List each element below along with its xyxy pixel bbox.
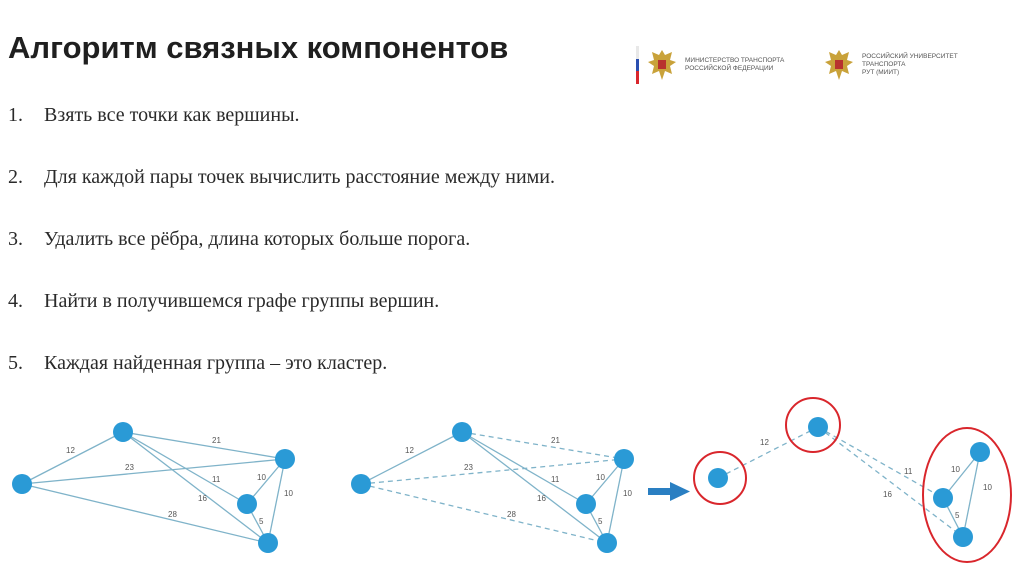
graph-node xyxy=(708,468,728,488)
step-number: 3. xyxy=(8,228,23,250)
graph-edge xyxy=(462,432,586,504)
step-item xyxy=(8,224,555,286)
graph-node xyxy=(808,417,828,437)
step-item xyxy=(8,286,555,348)
edge-label: 10 xyxy=(983,483,992,492)
full-graph-nodes xyxy=(12,422,295,553)
edge-label: 11 xyxy=(212,475,221,484)
edge-label: 16 xyxy=(537,494,546,503)
ministry-line: МИНИСТЕРСТВО ТРАНСПОРТА xyxy=(685,57,785,64)
graph-node xyxy=(351,474,371,494)
graph-edge xyxy=(123,432,268,543)
ministry-line: РОССИЙСКОЙ ФЕДЕРАЦИИ xyxy=(685,65,774,72)
edge-label: 28 xyxy=(168,510,177,519)
edge-label: 23 xyxy=(125,463,134,472)
step-number: 1. xyxy=(8,104,23,126)
step-text: Для каждой пары точек вычислить расстояние между ними. xyxy=(44,166,556,188)
graph-node xyxy=(12,474,32,494)
graph-edge-removed xyxy=(818,427,963,537)
edge-label: 21 xyxy=(551,436,560,445)
edge-label: 10 xyxy=(257,473,266,482)
graph-edge xyxy=(462,432,607,543)
edge-label: 10 xyxy=(284,489,293,498)
step-text: Найти в получившемся графе группы вершин. xyxy=(44,290,440,312)
steps-list xyxy=(8,100,555,410)
graph-node xyxy=(953,527,973,547)
graph-edge xyxy=(963,452,980,537)
edge-label: 5 xyxy=(259,517,264,526)
university-name xyxy=(862,53,958,77)
graph-edge xyxy=(361,432,462,484)
step-text: Взять все точки как вершины. xyxy=(44,104,300,126)
graph-edge-removed xyxy=(361,459,624,484)
step-text: Удалить все рёбра, длина которых больше порога. xyxy=(44,228,471,250)
edge-label: 16 xyxy=(198,494,207,503)
graph-node xyxy=(275,449,295,469)
university-line: РОССИЙСКИЙ УНИВЕРСИТЕТ xyxy=(862,53,958,60)
graph-edge xyxy=(22,484,268,543)
university-logo xyxy=(822,46,958,84)
page-title: Алгоритм связных компонентов xyxy=(8,30,509,65)
graph-node xyxy=(614,449,634,469)
clustering-diagram xyxy=(0,390,1024,574)
graph-node xyxy=(237,494,257,514)
edge-label: 10 xyxy=(596,473,605,482)
graph-edge-removed xyxy=(361,484,607,543)
graph-edge xyxy=(22,459,285,484)
right-arrow-icon xyxy=(648,482,690,501)
edge-label: 23 xyxy=(464,463,473,472)
graph-node xyxy=(452,422,472,442)
edge-label: 12 xyxy=(760,438,769,447)
graph-node xyxy=(576,494,596,514)
step-item xyxy=(8,100,555,162)
pruned-graph-nodes xyxy=(351,422,634,553)
graph-edge xyxy=(268,459,285,543)
edge-label: 16 xyxy=(883,490,892,499)
emblem-icon xyxy=(645,46,679,84)
edge-label: 5 xyxy=(598,517,603,526)
edge-label: 12 xyxy=(66,446,75,455)
graph-edge xyxy=(607,459,624,543)
step-item xyxy=(8,162,555,224)
university-line: РУТ (МИИТ) xyxy=(862,69,900,76)
flag-bar xyxy=(636,46,639,84)
cluster-graph xyxy=(718,427,980,537)
edge-label: 11 xyxy=(904,467,913,476)
ministry-logo xyxy=(636,46,784,84)
edge-label: 11 xyxy=(551,475,560,484)
cluster-graph-nodes xyxy=(708,417,990,547)
graph-node xyxy=(970,442,990,462)
emblem-icon xyxy=(822,46,856,84)
full-graph-labels xyxy=(66,436,293,526)
graph-edge-removed xyxy=(718,427,818,478)
step-number: 5. xyxy=(8,352,23,374)
edge-label: 12 xyxy=(405,446,414,455)
full-graph xyxy=(22,432,285,543)
pruned-graph-labels xyxy=(405,436,632,526)
graph-node xyxy=(597,533,617,553)
step-text: Каждая найденная группа – это кластер. xyxy=(44,352,388,374)
graph-node xyxy=(258,533,278,553)
ministry-name xyxy=(685,57,784,73)
step-number: 4. xyxy=(8,290,23,312)
edge-label: 21 xyxy=(212,436,221,445)
step-number: 2. xyxy=(8,166,23,188)
edge-label: 5 xyxy=(955,511,960,520)
edge-label: 10 xyxy=(623,489,632,498)
university-line: ТРАНСПОРТА xyxy=(862,61,906,68)
edge-label: 28 xyxy=(507,510,516,519)
edge-label: 10 xyxy=(951,465,960,474)
graph-node xyxy=(933,488,953,508)
graph-node xyxy=(113,422,133,442)
pruned-graph xyxy=(361,432,624,543)
